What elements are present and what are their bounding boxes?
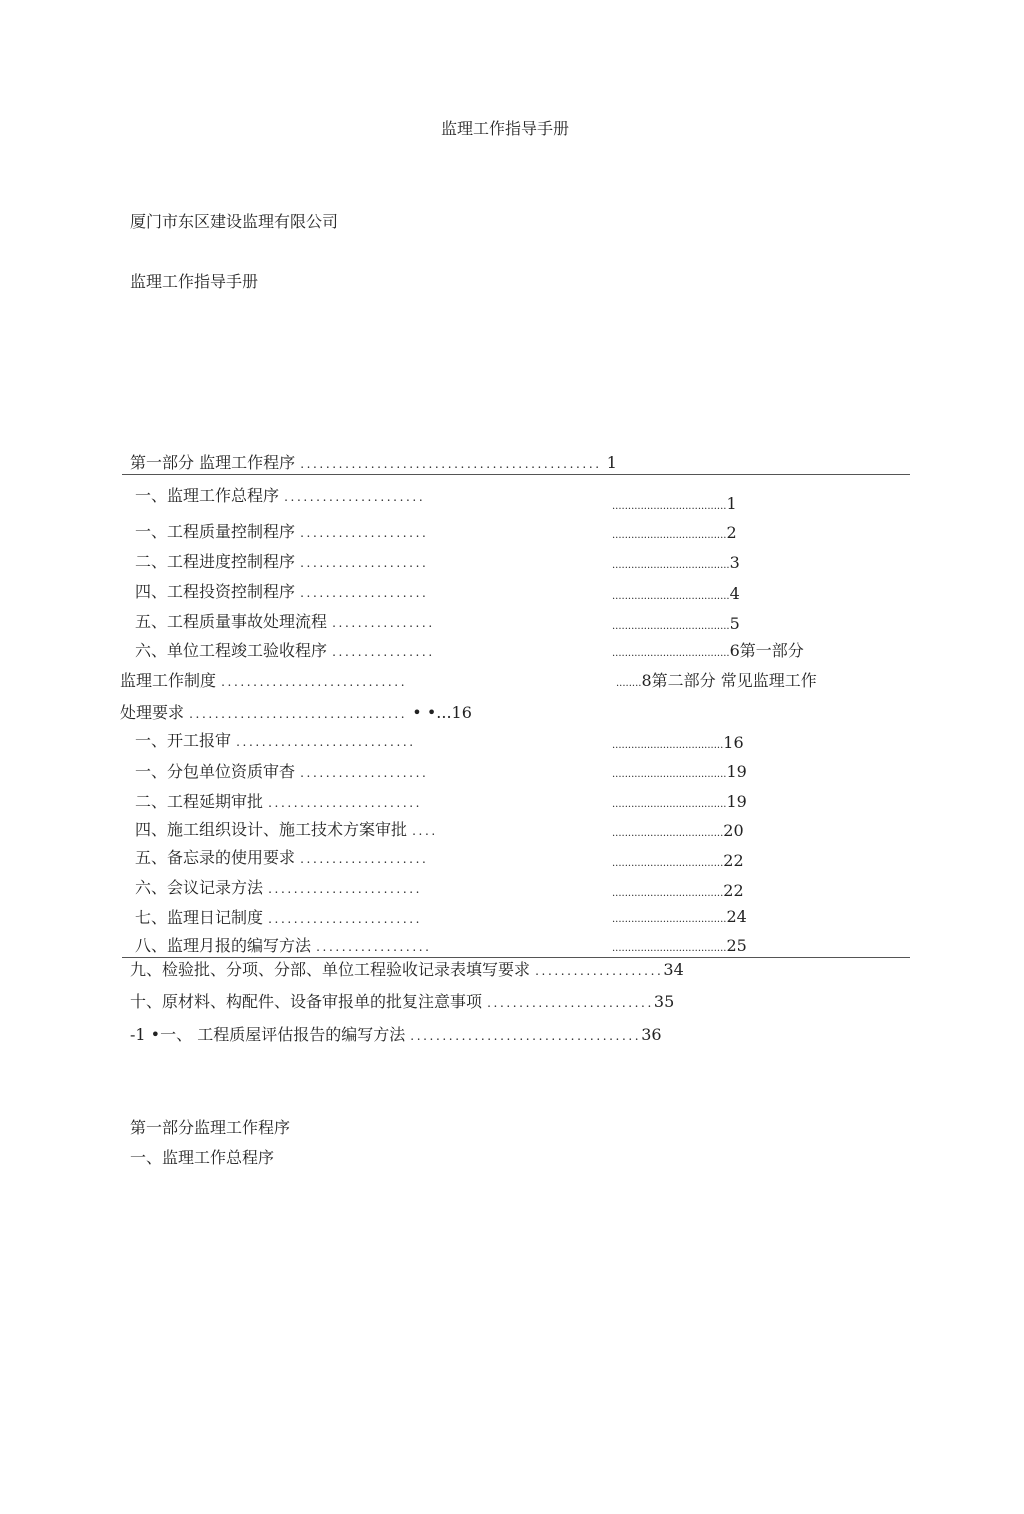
toc-item-right-leader: ................................... (612, 740, 724, 751)
toc-part1-label: 第一部分 监理工作程序 (130, 453, 296, 472)
toc-item-label: 六、单位工程竣工验收程序 (135, 641, 328, 660)
toc-item-leader: .................... (300, 586, 429, 600)
toc-item (135, 792, 422, 813)
toc-item (135, 641, 435, 662)
toc-part1b-line (120, 671, 407, 692)
toc-item-page-ref (612, 584, 740, 607)
toc-item-right-leader: ................................... (612, 828, 724, 839)
toc-item (135, 820, 438, 841)
toc-item (135, 731, 416, 752)
toc-item-page: 3 (729, 553, 740, 572)
toc-item-label: 五、工程质量事故处理流程 (135, 612, 328, 631)
toc-item-leader: .................... (535, 964, 664, 978)
toc-item (135, 936, 432, 957)
toc-item-page-ref (612, 553, 740, 576)
toc-item-label: 一、监理工作总程序 (135, 486, 280, 505)
toc-item-page-ref (612, 881, 744, 904)
toc-item-page: 2 (726, 523, 737, 542)
toc-part2-label: 处理要求 (120, 703, 185, 722)
toc-item-label: 一、工程质量控制程序 (135, 522, 296, 541)
toc-part1b-label: 监理工作制度 (120, 671, 217, 690)
toc-item-label: 七、监理日记制度 (135, 908, 264, 927)
toc-part1b-right-leader: ........ (616, 678, 642, 689)
toc-item (130, 992, 674, 1013)
toc-bottom-rule (122, 957, 910, 958)
toc-item-page: 5 (729, 614, 740, 633)
toc-item (135, 522, 428, 543)
toc-item-page-ref (612, 733, 744, 756)
toc-item-right-leader: ..................................... (612, 591, 730, 602)
toc-item-right-leader: ..................................... (612, 560, 730, 571)
toc-part1-heading (130, 453, 617, 474)
toc-item-page-ref (612, 641, 804, 664)
toc-item-leader: .................................... (410, 1029, 642, 1043)
toc-item (135, 878, 422, 899)
toc-item-page: 6第一部分 (729, 641, 804, 660)
toc-item-leader: .................... (300, 766, 429, 780)
toc-item-leader: .................... (300, 556, 429, 570)
toc-part2-bullets: • • (412, 703, 437, 722)
toc-item-page: 24 (726, 907, 747, 926)
toc-item-leader: .................... (300, 526, 429, 540)
toc-item (135, 552, 428, 573)
toc-item-label: 四、工程投资控制程序 (135, 582, 296, 601)
toc-item-right-leader: .................................... (612, 914, 727, 925)
toc-item-page: 22 (723, 881, 744, 900)
toc-item-leader: ...................... (284, 490, 426, 504)
toc-item-leader: .... (412, 824, 438, 838)
toc-item-label: 二、工程进度控制程序 (135, 552, 296, 571)
toc-item-leader: ........................ (268, 796, 423, 810)
toc-part1b-leader: ............................. (221, 675, 408, 689)
toc-item-label: 四、施工组织设计、施工技术方案审批 (135, 820, 408, 839)
toc-top-rule (122, 474, 910, 475)
toc-item-label: 一、开工报审 (135, 731, 232, 750)
toc-item-label: 一、分包单位资质审杳 (135, 762, 296, 781)
toc-item-page: 35 (653, 992, 675, 1011)
toc-item-page-ref (612, 936, 747, 959)
toc-part1b-page: 8第二部分 常见监理工作 (641, 671, 817, 690)
toc-item-page-ref (612, 821, 744, 844)
toc-item-page: 36 (641, 1025, 662, 1044)
toc-part2-leader: .................................. (189, 707, 408, 721)
toc-item-right-leader: ................................... (612, 858, 724, 869)
toc-item-page: 1 (726, 494, 737, 513)
toc-item-right-leader: .................................... (612, 943, 727, 954)
toc-item-page: 16 (723, 733, 744, 752)
toc-item-label: 六、会议记录方法 (135, 878, 264, 897)
subsection-heading: 一、监理工作总程序 (130, 1148, 275, 1167)
toc-item-page: 19 (726, 762, 747, 781)
toc-item-right-leader: .................................... (612, 799, 727, 810)
company-name: 厦门市东区建设监理有限公司 (130, 212, 339, 231)
toc-item-label: 八、监理月报的编写方法 (135, 936, 312, 955)
toc-item-page: 34 (663, 960, 684, 979)
toc-item-page: 19 (726, 792, 747, 811)
toc-item-right-leader: ................................... (612, 888, 724, 899)
toc-item (130, 1025, 662, 1046)
toc-item-label: 十、原材料、构配件、设备审报单的批复注意事项 (130, 992, 483, 1011)
toc-item-page-ref (612, 851, 744, 874)
toc-item-right-leader: .................................... (612, 530, 727, 541)
section-heading: 第一部分监理工作程序 (130, 1118, 291, 1137)
toc-item-page-ref (612, 494, 737, 517)
toc-item-leader: ................ (332, 616, 435, 630)
toc-item-page-ref (612, 907, 747, 930)
toc-item-leader: .................... (300, 852, 429, 866)
toc-part2-page: ...16 (436, 703, 472, 722)
toc-part2-line (120, 703, 472, 724)
toc-item-page: 20 (723, 821, 744, 840)
toc-item (135, 612, 435, 633)
toc-item-page-ref (612, 792, 747, 815)
toc-item-label: -1 •一、 工程质屋评估报告的编写方法 (130, 1025, 406, 1044)
toc-item-page: 25 (726, 936, 747, 955)
toc-item-page: 4 (729, 584, 740, 603)
toc-item (130, 960, 684, 981)
toc-item-leader: ........................ (268, 912, 423, 926)
toc-item-page: 22 (723, 851, 744, 870)
toc-item-label: 五、备忘录的使用要求 (135, 848, 296, 867)
document-title: 监理工作指导手册 (441, 119, 570, 138)
toc-item-label: 二、工程延期审批 (135, 792, 264, 811)
toc-part1b-page-ref (616, 671, 817, 694)
toc-item-leader: .......................... (487, 996, 654, 1010)
toc-item-label: 九、检验批、分项、分部、单位工程验收记录表填写要求 (130, 960, 531, 979)
toc-item-page-ref (612, 614, 740, 637)
toc-item-leader: ........................ (268, 882, 423, 896)
toc-part1-leader: ............................................... (300, 457, 602, 471)
toc-item-page-ref (612, 762, 747, 785)
toc-item (135, 908, 422, 929)
toc-item-leader: ............................ (236, 735, 416, 749)
toc-item-right-leader: .................................... (612, 501, 727, 512)
toc-item-page-ref (612, 523, 737, 546)
toc-item-leader: .................. (316, 940, 432, 954)
toc-item-right-leader: .................................... (612, 769, 727, 780)
toc-item (135, 848, 428, 869)
toc-item-right-leader: ..................................... (612, 621, 730, 632)
toc-item (135, 486, 425, 507)
toc-item-right-leader: ..................................... (612, 648, 730, 659)
manual-title: 监理工作指导手册 (130, 272, 259, 291)
toc-part1-page: 1 (606, 453, 617, 472)
toc-item-leader: ................ (332, 645, 435, 659)
toc-item (135, 582, 428, 603)
toc-item (135, 762, 428, 783)
